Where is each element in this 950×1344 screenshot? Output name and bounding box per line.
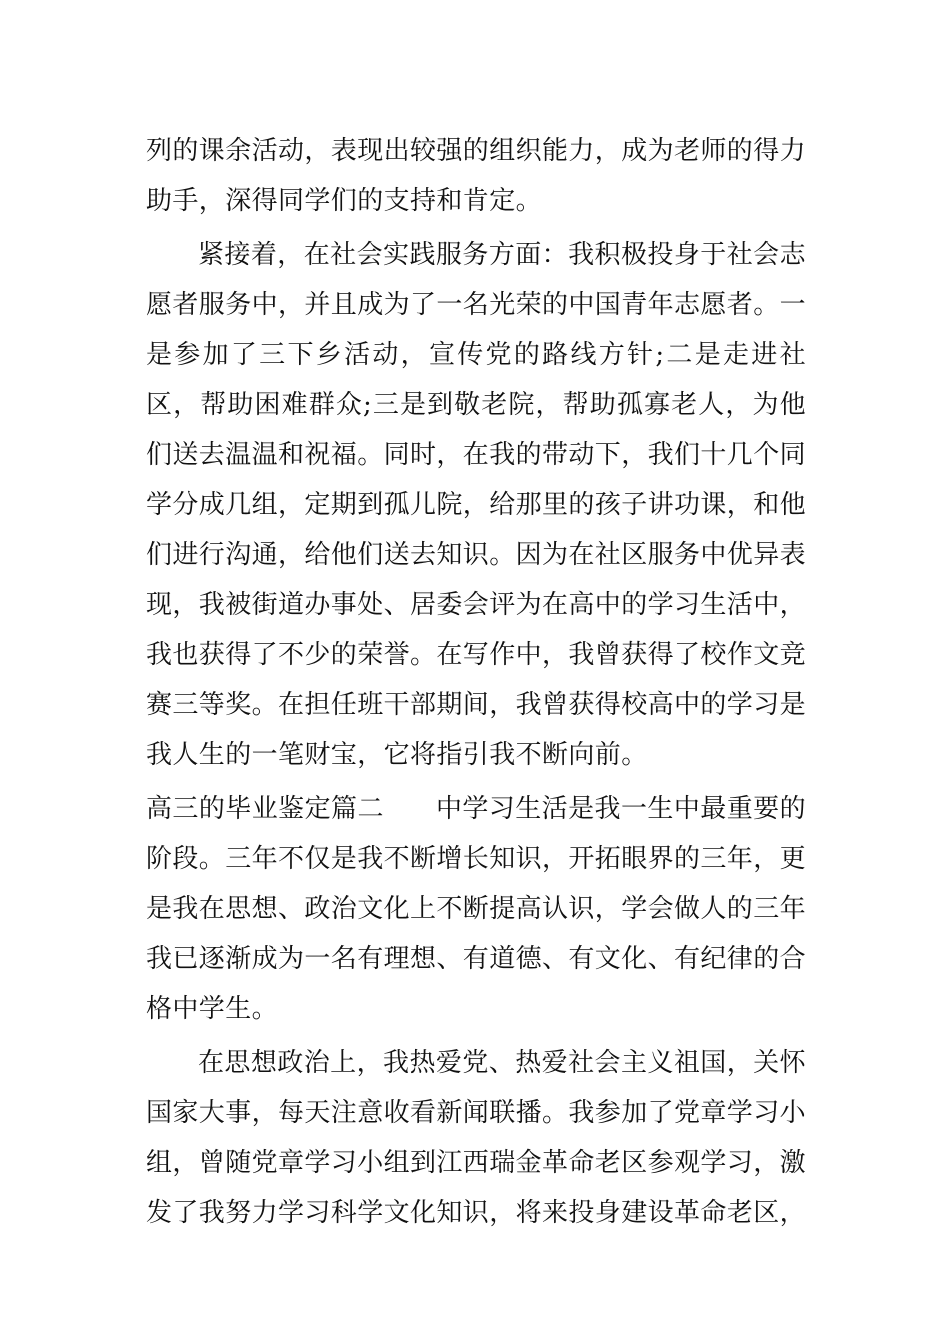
paragraph-social-practice: 紧接着，在社会实践服务方面：我积极投身于社会志愿者服务中，并且成为了一名光荣的中国青年志愿者。一是参加了三下乡活动，宣传党的路线方针;二是走进社区，帮助困难群众;三是到敬老院，帮助孤寡老人，为他们送去温温和祝福。同时，在我的带动下，我们十几个同学分成几组，定期到孤儿院，给那里的孩子讲功课，和他们进行沟通，给他们送去知识。因为在社区服务中优异表现，我被街道办事处、居委会评为在高中的学习生活中，我也获得了不少的荣誉。在写作中，我曾获得了校作文竞赛三等奖。在担任班干部期间，我曾获得校高中的学习是我人生的一笔财宝，它将指引我不断向前。 <box>146 240 807 770</box>
section-heading: 高三的毕业鉴定篇二 <box>146 794 384 824</box>
paragraph-section-two <box>146 784 806 1034</box>
paragraph-continuation: 列的课余活动，表现出较强的组织能力，成为老师的得力助手，深得同学们的支持和肯定。 <box>146 136 807 216</box>
section-body: 中学习生活是我一生中最重要的阶段。三年不仅是我不断增长知识，开拓眼界的三年，更是我在思想、政治文化上不断提高认识，学会做人的三年我已逐渐成为一名有理想、有道德、有文化、有纪律的合格中学生。 <box>146 794 807 1024</box>
paragraph-politics: 在思想政治上，我热爱党、热爱社会主义祖国，关怀国家大事，每天注意收看新闻联播。我参加了党章学习小组，曾随党章学习小组到江西瑞金革命老区参观学习，激发了我努力学习科学文化知识，将来投身建设革命老区， <box>146 1048 807 1228</box>
document-page <box>146 126 806 1238</box>
